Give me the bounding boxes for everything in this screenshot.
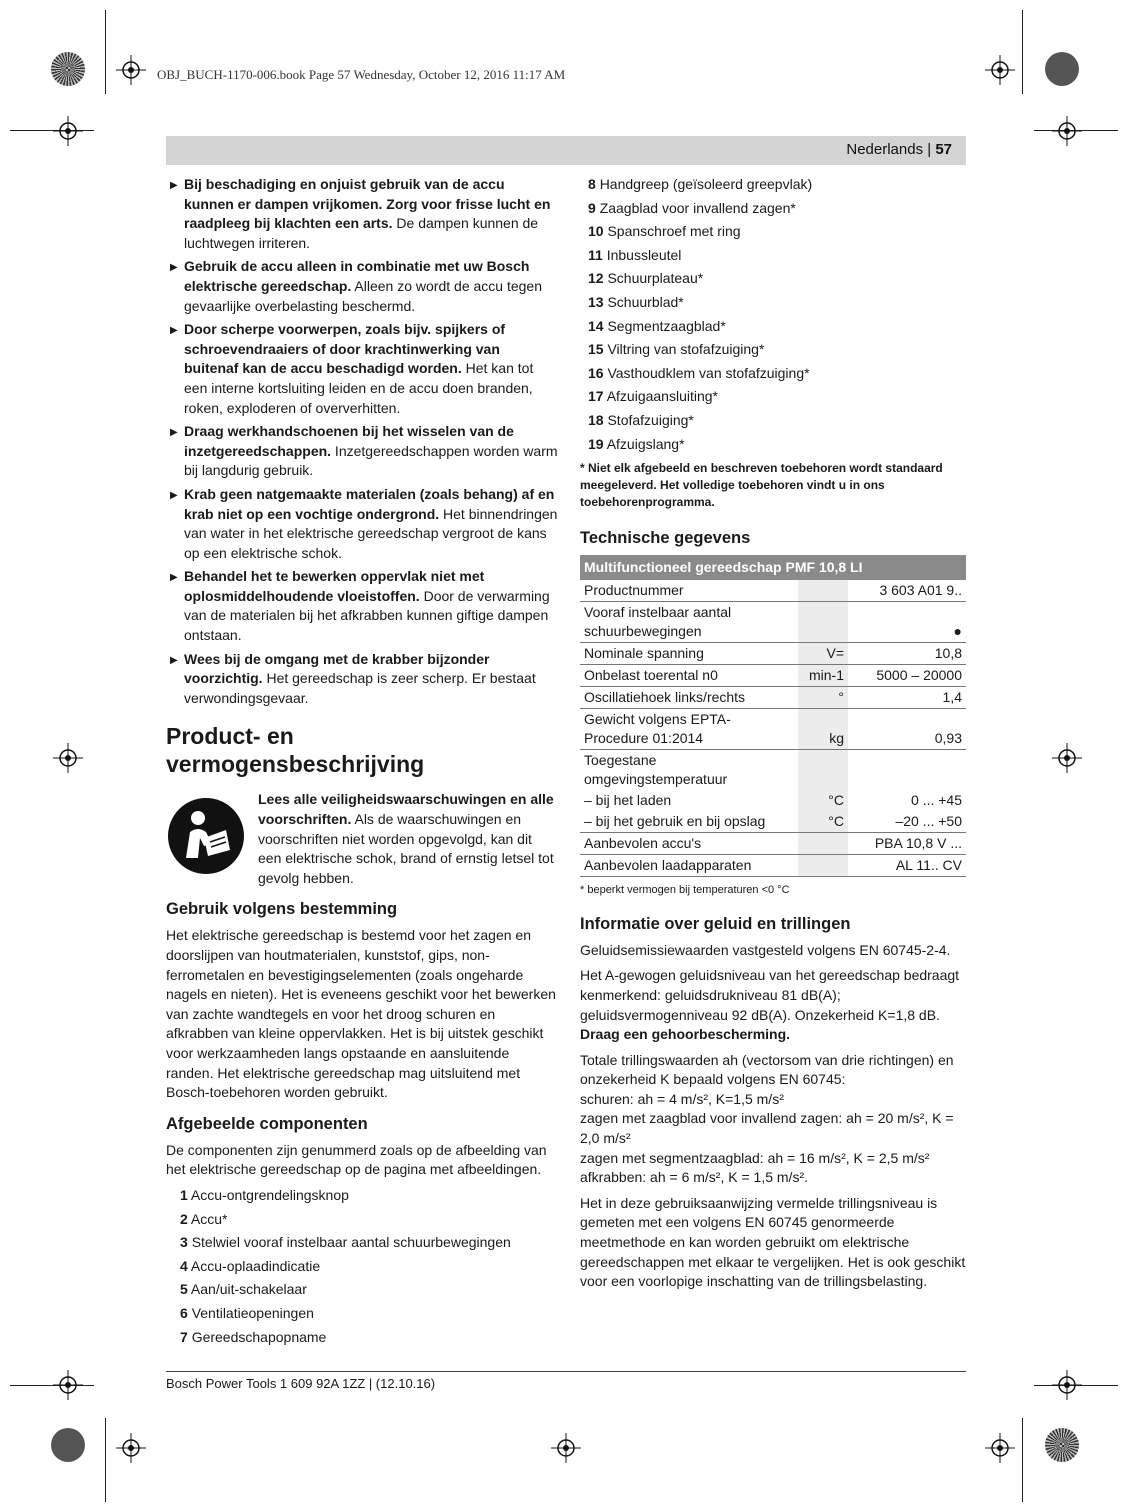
crosshair-mark-icon (53, 116, 83, 146)
vibration-outro: Het in deze gebruiksaanwijzing vermelde trillingsniveau is gemeten met een volgens EN 60745 genormeerde meetmethode en kan worden gebruikt om elektrische gereedschappen met elkaar te vergelijken. Het is ook geschikt voor een voorlopige inschatting van de trillingsbelasting. (580, 1194, 966, 1290)
vibration-line: afkrabben: ah = 6 m/s², K = 1,5 m/s². (580, 1169, 808, 1186)
component-label: Ventilatieopeningen (191, 1304, 314, 1321)
component-item (588, 435, 966, 455)
warning-bold: Bij beschadiging en onjuist gebruik van de accu kunnen er dampen vrijkomen. Zorg voor frisse lucht en raadpleeg bij klachten een arts. (184, 176, 551, 232)
usage-title: Gebruik volgens bestemming (166, 900, 398, 919)
component-item (588, 340, 966, 360)
page-header-bar (166, 136, 966, 165)
spec-row (580, 811, 966, 833)
spec-value: 5000 – 20000 (848, 665, 966, 687)
bullet-arrow-icon: ▶ (170, 180, 178, 191)
component-number: 5 (180, 1281, 188, 1298)
header-separator: | (923, 141, 936, 158)
component-number: 7 (180, 1328, 188, 1345)
component-label: Schuurblad* (607, 293, 684, 310)
footer-divider (166, 1371, 966, 1372)
warning-bold: Gebruik de accu alleen in combinatie met uw Bosch elektrische gereedschap. (184, 258, 530, 294)
spec-row (580, 602, 966, 643)
spec-value: PBA 10,8 V ... (848, 833, 966, 855)
component-label: Segmentzaagblad* (607, 317, 726, 334)
component-label: Stelwiel vooraf instelbaar aantal schuurbewegingen (191, 1234, 511, 1251)
read-instructions-bold: Lees alle veiligheidswaarschuwingen en alle voorschriften. (258, 791, 554, 828)
spec-row (580, 687, 966, 709)
spec-value: 0 ... +45 (911, 792, 962, 809)
component-number: 1 (180, 1186, 188, 1203)
warning-item (166, 257, 558, 316)
component-number: 3 (180, 1234, 188, 1251)
spec-row (580, 643, 966, 665)
warning-text: Inzetgereedschappen worden warm bij langdurig gebruik. (184, 442, 558, 479)
warning-bold: Krab geen natgemaakte materialen (zoals behang) af en krab niet op een vochtige ondergrond. (184, 485, 555, 522)
warning-item (166, 650, 558, 709)
section-title: Product- en vermogensbeschrijving (166, 723, 425, 778)
component-number: 14 (588, 317, 604, 334)
warning-text: Door de verwarming van de materialen bij het afkrabben kunnen giftige dampen ontstaan. (184, 587, 550, 644)
components-intro: De componenten zijn genummerd zoals op de afbeelding van het elektrische gereedschap op de pagina met afbeeldingen. (166, 1141, 547, 1178)
spec-label: Productnummer (580, 580, 798, 602)
component-number: 11 (588, 246, 603, 263)
spec-value: 3 603 A01 9.. (848, 580, 966, 602)
page-header (846, 141, 952, 158)
component-label: Vasthoudklem van stofafzuiging* (607, 364, 810, 381)
spec-value: 1,4 (848, 687, 966, 709)
bullet-arrow-icon: ▶ (170, 427, 178, 439)
component-item (588, 199, 966, 219)
crop-mark-line (105, 10, 106, 94)
component-item (588, 246, 966, 266)
component-item (180, 1233, 558, 1253)
spec-row (580, 833, 966, 855)
read-manual-icon (168, 798, 244, 874)
spec-unit (798, 602, 848, 643)
spec-label: Aanbevolen accu's (580, 833, 798, 855)
spec-unit: °C (798, 790, 848, 811)
right-column (580, 175, 966, 1298)
spec-unit: °C (798, 811, 848, 833)
vibration-line: schuren: ah = 4 m/s², K=1,5 m/s² (580, 1090, 784, 1107)
spec-label: Onbelast toerental n0 (580, 665, 798, 687)
table-footnote: * beperkt vermogen bij temperaturen <0 °C (580, 884, 790, 897)
spec-row (580, 855, 966, 877)
components-title: Afgebeelde componenten (166, 1114, 368, 1133)
spec-label: – bij het laden (584, 792, 672, 809)
bullet-arrow-icon: ▶ (170, 262, 178, 274)
component-item (180, 1186, 558, 1206)
registration-disc-bottom-right (1045, 1428, 1079, 1462)
spec-unit: min-1 (798, 665, 848, 687)
crosshair-mark-icon (985, 1433, 1015, 1463)
component-number: 15 (588, 341, 604, 358)
spec-table-header-row (580, 555, 966, 580)
component-label: Spanschroef met ring (607, 223, 741, 240)
crop-mark-line (1022, 1418, 1023, 1502)
spec-unit (798, 580, 848, 602)
spec-unit (798, 833, 848, 855)
crosshair-mark-icon (116, 1433, 146, 1463)
warning-text: Het gereedschap is zeer scherp. Er bestaat verwondingsgevaar. (184, 670, 536, 706)
warning-bold: Draag werkhandschoenen bij het wisselen van de inzetgereedschappen. (184, 423, 514, 459)
component-item (180, 1328, 558, 1348)
spec-label: Vooraf instelbaar aantal schuurbewegingen (580, 602, 798, 643)
spec-label: Nominale spanning (580, 643, 798, 665)
spec-unit (798, 750, 848, 791)
warning-item (166, 485, 558, 563)
spec-row (580, 750, 966, 791)
component-label: Gereedschapopname (191, 1328, 327, 1345)
warning-bold: Behandel het te bewerken oppervlak niet met oplosmiddelhoudende vloeistoffen. (184, 568, 485, 604)
component-number: 9 (588, 199, 596, 216)
crosshair-mark-icon (53, 1370, 83, 1400)
spec-label: – bij het gebruik en bij opslag (580, 811, 798, 833)
warning-item (166, 175, 558, 253)
spec-value (848, 750, 966, 791)
spec-label: Toegestane omgevingstemperatuur (584, 752, 728, 788)
component-label: Viltring van stofafzuiging* (607, 341, 765, 358)
usage-text: Het elektrische gereedschap is bestemd voor het zagen en doorslijpen van houtmaterialen, kunststof, gips, non-ferrometalen en bevestigingselementen (zoals ongeharde nagels en nieten). Het is eveneens geschikt voor het bewerken van zachte wandtegels en voor het droog schuren en afkrabben van kleine oppervlakken. Het is bij uitstek geschikt voor werkzaamheden langs opstaande en aansluitende randen. Het elektrische gereedschap mag uitsluitend met Bosch-toebehoren worden gebruikt. (166, 927, 556, 1101)
noise-bold: Draag een gehoorbescherming. (580, 1026, 791, 1043)
page-number: 57 (935, 141, 952, 158)
component-number: 4 (180, 1257, 188, 1274)
component-number: 18 (588, 411, 604, 428)
registration-disc-top-right (1045, 52, 1079, 86)
spec-unit (798, 855, 848, 877)
bullet-arrow-icon: ▶ (170, 654, 178, 666)
warning-bold: Door scherpe voorwerpen, zoals bijv. spijkers of schroevendraaiers of door krachtinwerking van buitenaf kan de accu beschadigd worden. (184, 321, 506, 377)
crop-mark-line (105, 1418, 106, 1502)
component-label: Accu* (190, 1210, 228, 1227)
component-item (588, 293, 966, 313)
component-item (180, 1257, 558, 1277)
component-item (588, 317, 966, 337)
component-number: 6 (180, 1304, 188, 1321)
warning-text: Het kan tot een interne kortsluiting leiden en de accu doen branden, roken, exploderen of oververhitten. (184, 360, 534, 416)
spec-value: 0,93 (848, 709, 966, 750)
spec-table (580, 555, 966, 877)
registration-disc-top-left (51, 52, 85, 86)
component-number: 17 (588, 388, 604, 405)
warning-text: Het binnendringen van water in het elektrische gereedschap vergroot de kans op een elektrische schok. (184, 505, 558, 561)
component-number: 19 (588, 435, 604, 452)
component-item (588, 175, 966, 195)
component-number: 8 (588, 176, 596, 192)
spec-unit: kg (798, 709, 848, 750)
read-instructions-text: Als de waarschuwingen en voorschriften niet worden opgevolgd, kan dit een elektrische schok, brand of ernstig letsel tot gevolg hebben. (258, 811, 554, 886)
component-item (588, 269, 966, 289)
warning-item (166, 422, 558, 481)
spec-value: ● (848, 602, 966, 643)
read-manual-icon-glyph (168, 798, 244, 874)
footer-text: Bosch Power Tools 1 609 92A 1ZZ | (12.10.16) (166, 1376, 436, 1391)
spec-table-header: Multifunctioneel gereedschap PMF 10,8 LI (580, 555, 966, 580)
spec-unit: ° (798, 687, 848, 709)
warning-item (166, 320, 558, 418)
component-number: 12 (588, 270, 604, 287)
component-item (588, 387, 966, 407)
language-label: Nederlands (846, 141, 924, 158)
component-number: 2 (180, 1210, 188, 1227)
component-item (588, 411, 966, 431)
print-header: OBJ_BUCH-1170-006.book Page 57 Wednesday, October 12, 2016 11:17 AM (157, 67, 566, 82)
vibration-intro: Totale trillingswaarden ah (vectorsom van drie richtingen) en onzekerheid K bepaald volgens EN 60745: (580, 1051, 954, 1088)
bullet-arrow-icon: ▶ (170, 489, 178, 501)
spec-row (580, 665, 966, 687)
warning-text: Alleen zo wordt de accu tegen gevaarlijke overbelasting beschermd. (184, 277, 542, 314)
spec-value: –20 ... +50 (848, 811, 966, 833)
component-item (180, 1304, 558, 1324)
read-instructions-block (166, 790, 558, 888)
spec-row (580, 709, 966, 750)
left-column (166, 175, 558, 1351)
crop-mark-line (1022, 10, 1023, 94)
component-label: Stofafzuiging* (607, 411, 694, 428)
component-label: Handgreep (geïsoleerd greepvlak) (599, 176, 813, 192)
component-label: Afzuigslang* (606, 435, 685, 452)
component-number: 16 (588, 364, 604, 381)
registration-disc-bottom-left (51, 1428, 85, 1462)
accessory-note: * Niet elk afgebeeld en beschreven toebehoren wordt standaard meegeleverd. Het volledige toebehoren vindt u in ons toebehorenprogramma. (580, 461, 943, 510)
noise-paragraph: Geluidsemissiewaarden vastgesteld volgens EN 60745-2-4. (580, 941, 951, 958)
component-label: Aan/uit-schakelaar (190, 1281, 307, 1298)
component-number: 13 (588, 293, 604, 310)
spec-label: Oscillatiehoek links/rechts (580, 687, 798, 709)
component-number: 10 (588, 223, 604, 240)
component-label: Schuurplateau* (607, 270, 704, 287)
spec-unit: V= (798, 643, 848, 665)
crosshair-mark-icon (116, 55, 146, 85)
bullet-arrow-icon: ▶ (170, 572, 178, 584)
warning-bold: Wees bij de omgang met de krabber bijzonder voorzichtig. (184, 650, 490, 687)
spec-value: 10,8 (848, 643, 966, 665)
component-label: Accu-ontgrendelingsknop (190, 1186, 349, 1203)
spec-label: Aanbevolen laadapparaten (580, 855, 798, 877)
warning-text: De dampen kunnen de luchtwegen irriteren. (184, 215, 539, 251)
component-label: Accu-oplaadindicatie (190, 1257, 321, 1274)
crosshair-mark-icon (985, 55, 1015, 85)
warning-item (166, 567, 558, 645)
tech-title: Technische gegevens (580, 529, 751, 548)
component-item (588, 222, 966, 242)
bullet-arrow-icon: ▶ (170, 325, 178, 337)
component-label: Inbussleutel (606, 246, 682, 263)
noise-paragraph: Het A-gewogen geluidsniveau van het gereedschap bedraagt kenmerkend: geluidsdrukniveau 81 dB(A); geluidsvermogenniveau 92 dB(A). Onzekerheid K=1,8 dB. (580, 967, 960, 1023)
spec-row (580, 790, 966, 811)
crosshair-mark-icon (1052, 116, 1082, 146)
component-label: Zaagblad voor invallend zagen* (599, 199, 796, 216)
crosshair-mark-icon (1052, 1370, 1082, 1400)
crosshair-mark-icon (1052, 743, 1082, 773)
noise-title: Informatie over geluid en trillingen (580, 914, 851, 933)
spec-label: Gewicht volgens EPTA-Procedure 01:2014 (580, 709, 798, 750)
spec-row (580, 580, 966, 602)
component-item (180, 1210, 558, 1230)
component-item (588, 364, 966, 384)
component-item (180, 1280, 558, 1300)
crosshair-mark-icon (53, 743, 83, 773)
spec-value: AL 11.. CV (848, 855, 966, 877)
vibration-line: zagen met zaagblad voor invallend zagen: ah = 20 m/s², K = 2,0 m/s² (580, 1110, 954, 1147)
vibration-line: zagen met segmentzaagblad: ah = 16 m/s², K = 2,5 m/s² (580, 1149, 930, 1166)
component-label: Afzuigaansluiting* (606, 388, 718, 405)
crosshair-mark-icon (551, 1433, 581, 1463)
